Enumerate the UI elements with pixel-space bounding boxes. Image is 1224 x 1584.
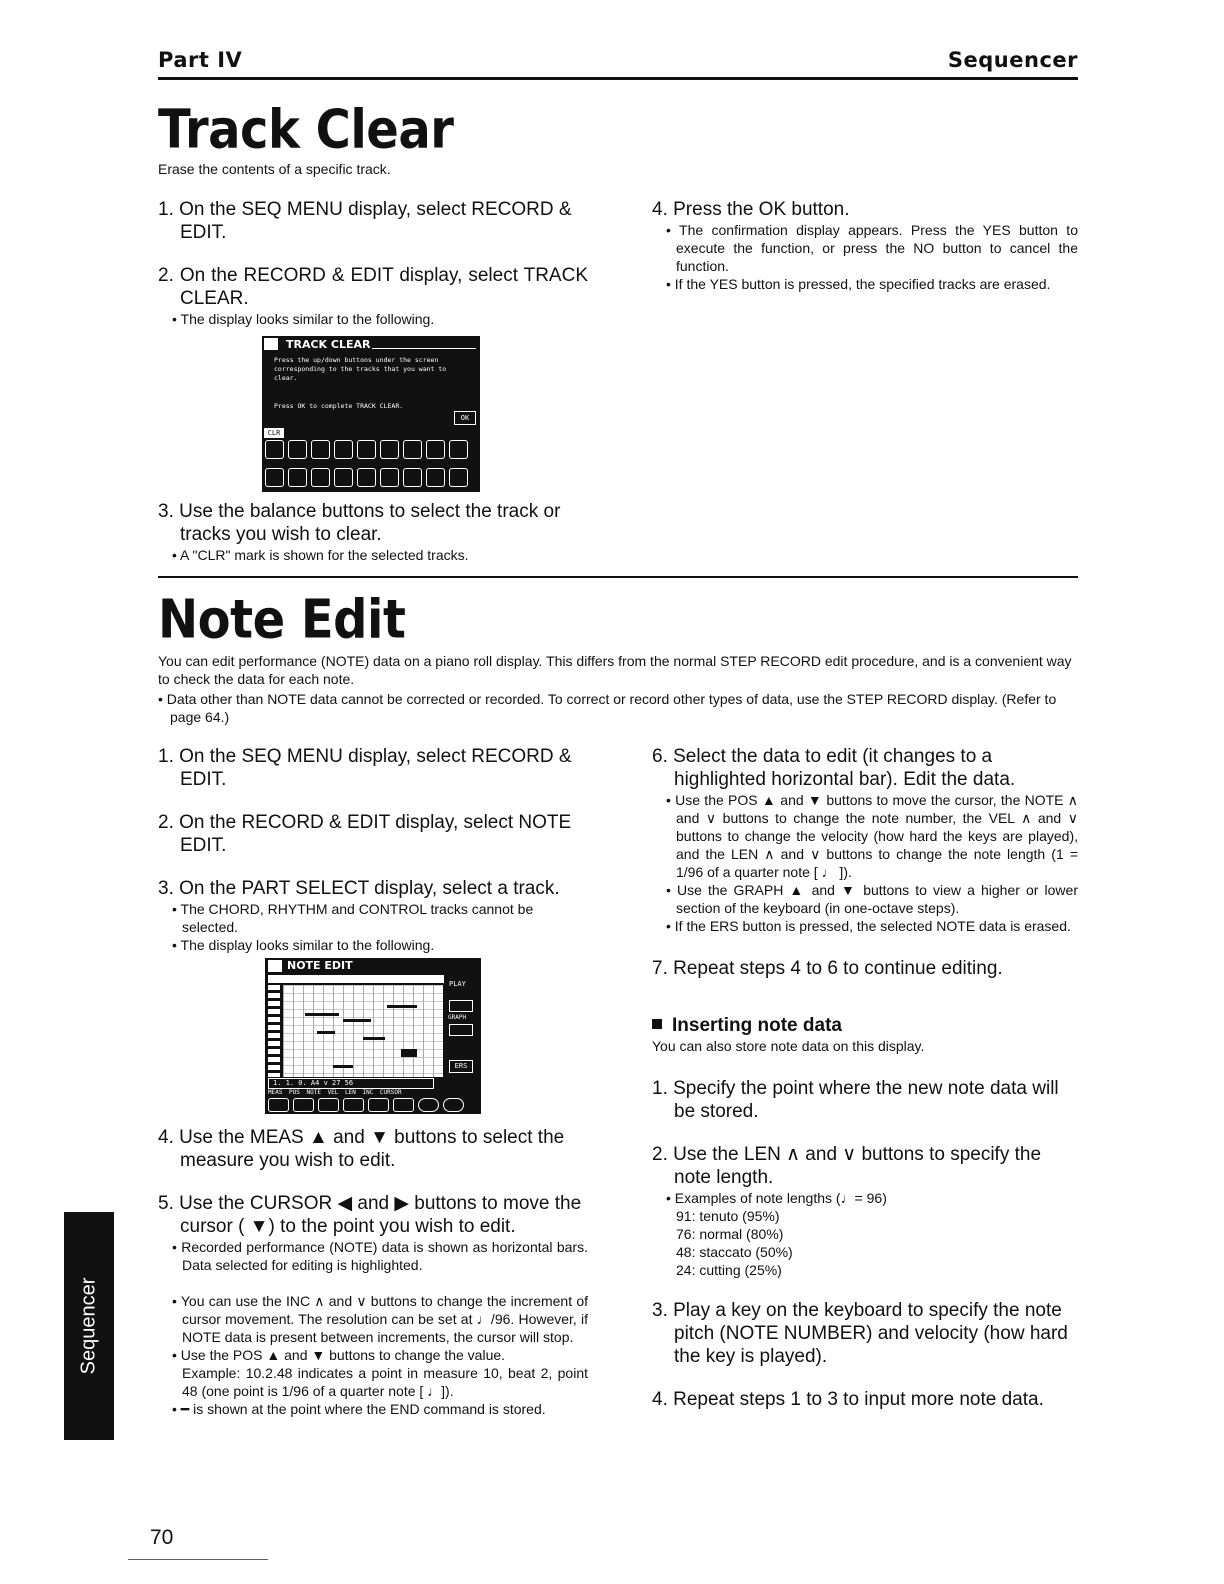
note-edit-intro [158,652,1078,726]
note-edit-title: Note Edit [158,588,406,651]
note-bar [363,1037,385,1040]
ins-step-4: 4. Repeat steps 1 to 3 to input more note data. [652,1389,1044,1410]
inserting-heading-text: Inserting note data [672,1015,842,1036]
footer-rule [128,1559,268,1560]
len-button-icon [368,1098,389,1112]
ne-step-5-bullet-3: • Use the POS ▲ and ▼ buttons to change the value. [158,1346,588,1364]
inc-button-icon [393,1098,414,1112]
track-key [334,440,353,459]
track-key [403,440,422,459]
note-bar [387,1005,417,1008]
note-edit-screen [265,958,481,1114]
track-key [449,440,468,459]
tc-screen-title: TRACK CLEAR [286,338,371,351]
ne-step-1: 1. On the SEQ MENU display, select RECORD & EDIT. [158,746,572,790]
square-bullet-icon [652,1019,662,1029]
graph-down-icon [449,1024,473,1036]
graph-up-icon [449,1000,473,1012]
ne-step-7: 7. Repeat steps 4 to 6 to continue editing. [652,958,1003,979]
ne-screen-graph: GRAPH [448,1014,467,1021]
side-tab-label: Sequencer [77,1277,100,1375]
cursor-left-icon [418,1098,439,1112]
vel-button-icon [343,1098,364,1112]
ins-example-1: 91: tenuto (95%) [676,1208,780,1224]
ne-keyboard-strip [268,985,280,1077]
part-label: Part IV [158,48,243,72]
note-edit-left-column [158,745,588,954]
ne-screen-title: NOTE EDIT [287,959,353,972]
sequencer-side-tab [64,1212,114,1440]
ne-step-5-bullet-4: • ━ is shown at the point where the END command is stored. [158,1400,588,1418]
tc-step-2-bullet: • The display looks similar to the following. [158,310,588,328]
note-edit-right-column [652,745,1078,1411]
track-clear-title: Track Clear [158,98,454,161]
ne-button-row [268,1098,468,1112]
ne-step-3-bullet-1: • The CHORD, RHYTHM and CONTROL tracks cannot be selected. [158,900,588,936]
note-edit-left-column-lower [158,1126,588,1418]
track-key [311,468,330,487]
track-key [380,440,399,459]
ne-beat-ruler [268,975,444,983]
track-key [426,468,445,487]
header-rule [158,77,1078,80]
page-number: 70 [150,1526,174,1549]
ne-step-4: 4. Use the MEAS ▲ and ▼ buttons to select the measure you wish to edit. [158,1127,565,1171]
tc-step-3: 3. Use the balance buttons to select the track or tracks you wish to clear. [158,501,561,545]
note-bar [305,1013,339,1016]
tc-step-3-bullet: • A "CLR" mark is shown for the selected tracks. [158,546,588,564]
ne-step-3: 3. On the PART SELECT display, select a track. [158,878,560,899]
track-key [288,468,307,487]
track-key [288,440,307,459]
cursor-right-icon [443,1098,464,1112]
track-key [334,468,353,487]
inserting-heading [652,1014,1078,1037]
pos-button-icon [293,1098,314,1112]
ne-piano-roll-grid [283,985,443,1077]
ins-example-4: 24: cutting (25%) [676,1262,782,1278]
inserting-intro: You can also store note data on this display. [652,1038,925,1054]
ne-screen-labels: MEAS POS NOTE VEL LEN INC CURSOR [268,1089,402,1096]
tc-step-2: 2. On the RECORD & EDIT display, select TRACK CLEAR. [158,265,588,309]
track-key [403,468,422,487]
ne-step-5: 5. Use the CURSOR ◀ and ▶ buttons to move the cursor ( ▼) to the point you wish to edit. [158,1193,582,1237]
ne-step-3-bullet-2: • The display looks similar to the following. [158,936,588,954]
note-bar [317,1031,335,1034]
meas-button-icon [268,1098,289,1112]
tc-step-1: 1. On the SEQ MENU display, select RECORD & EDIT. [158,199,572,243]
ne-step-2: 2. On the RECORD & EDIT display, select NOTE EDIT. [158,812,572,856]
track-key [357,440,376,459]
ne-intro-bullet: • Data other than NOTE data cannot be corrected or recorded. To correct or record other types of data, use the STEP RECORD display. (Refer to page 64.) [158,691,1057,725]
ins-step-1: 1. Specify the point where the new note data will be stored. [652,1078,1059,1122]
selected-note-bar [401,1049,417,1057]
track-key [380,468,399,487]
section-divider [158,576,1078,578]
note-button-icon [318,1098,339,1112]
ne-intro-text: You can edit performance (NOTE) data on a piano roll display. This differs from the normal STEP RECORD edit procedure, and is a convenient way to check the data for each note. [158,653,1072,687]
ins-step-3: 3. Play a key on the keyboard to specify the note pitch (NOTE NUMBER) and velocity (how hard the key is played). [652,1300,1068,1367]
ne-step-5-bullet-1: • Recorded performance (NOTE) data is shown as horizontal bars. Data selected for editing is highlighted. [158,1238,588,1274]
ne-step-6-bullet-2: • Use the GRAPH ▲ and ▼ buttons to view a higher or lower section of the keyboard (in one-octave steps). [652,881,1078,917]
screen-icon [264,338,278,350]
track-key [426,440,445,459]
track-clear-screen [262,336,480,492]
note-bar [333,1065,353,1068]
track-key [265,440,284,459]
tc-screen-clr-mark: CLR [264,428,284,438]
note-bar [343,1019,371,1022]
ins-step-2-bullet: • Examples of note lengths (♩= 96) [652,1189,1078,1207]
ne-screen-play: PLAY [449,980,466,988]
section-label: Sequencer [947,48,1078,72]
ins-example-2: 76: normal (80%) [676,1226,784,1242]
ne-step-6-bullet-1: • Use the POS ▲ and ▼ buttons to move the cursor, the NOTE ∧ and ∨ buttons to change the note number, the VEL ∧ and ∨ buttons to change the velocity (how hard the keys are played), and the LEN ∧ and ∨ buttons to change the note length (1 = 1/96 of a quarter note [ ♩ ]). [652,791,1078,881]
track-clear-right-column [652,198,1078,293]
track-key [449,468,468,487]
tc-step-4-bullet-2: • If the YES button is pressed, the specified tracks are erased. [652,275,1078,293]
track-key [265,468,284,487]
ne-step-6: 6. Select the data to edit (it changes to a highlighted horizontal bar). Edit the data. [652,746,1016,790]
ne-screen-status: 1. 1. 0. A4 v 27 56 [268,1078,434,1089]
tc-track-buttons-row1 [265,440,472,459]
ne-intro-bullet-text: Data other than NOTE data cannot be corrected or recorded. To correct or record other types of data, use the STEP RECORD display. (Refer to page 64.) [166,691,1057,725]
tc-screen-msg2: Press OK to complete TRACK CLEAR. [274,402,404,410]
track-clear-intro: Erase the contents of a specific track. [158,161,391,177]
ins-example-3: 48: staccato (50%) [676,1244,793,1260]
screen-icon [268,960,282,972]
ne-screen-ers: ERS [449,1060,473,1073]
tc-track-buttons-row2 [265,468,472,487]
tc-step-4: 4. Press the OK button. [652,199,850,220]
ins-step-2: 2. Use the LEN ∧ and ∨ buttons to specify the note length. [652,1144,1042,1188]
ne-step-6-bullet-3: • If the ERS button is pressed, the selected NOTE data is erased. [652,917,1078,935]
track-key [311,440,330,459]
tc-screen-title-line [372,348,476,349]
tc-step-4-bullet-1: • The confirmation display appears. Press the YES button to execute the function, or press the NO button to cancel the function. [652,221,1078,275]
tc-screen-msg1: Press the up/down buttons under the screen corresponding to the tracks that you want to clear. [274,356,447,382]
ne-step-5-example: Example: 10.2.48 indicates a point in measure 10, beat 2, point 48 (one point is 1/96 of a quarter note [ ♩]). [182,1365,588,1399]
track-clear-step3-block [158,500,588,564]
ne-step-5-bullet-2: • You can use the INC ∧ and ∨ buttons to change the increment of cursor movement. The resolution can be set at ♩/96. However, if NOTE data is present between increments, the cursor will stop. [158,1292,588,1346]
track-key [357,468,376,487]
track-clear-left-column [158,198,588,328]
tc-screen-ok-button: OK [454,411,476,425]
